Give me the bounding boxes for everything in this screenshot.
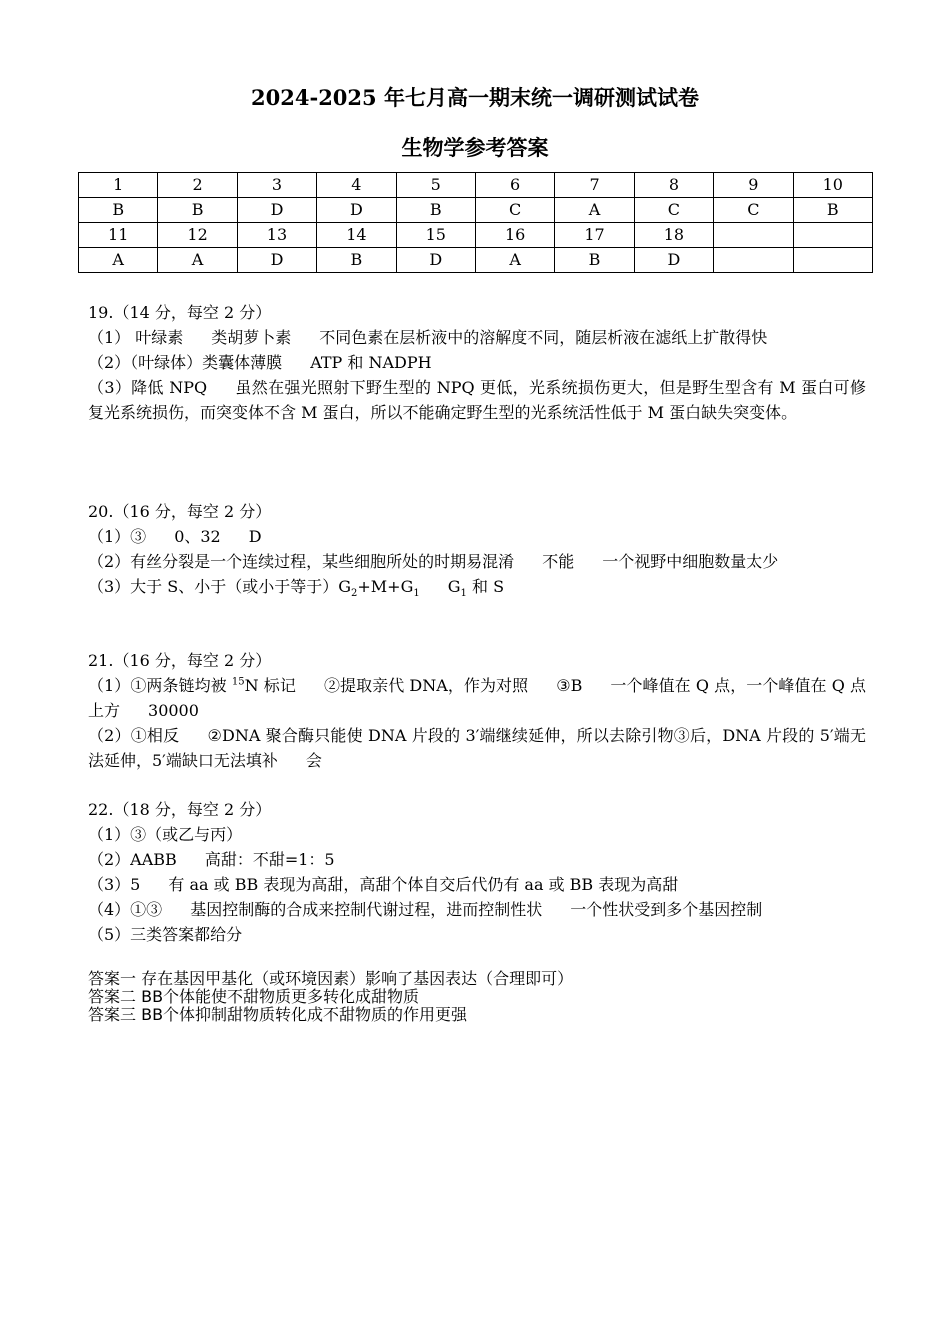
answer-line bbox=[88, 847, 866, 872]
answer-text: （3）5 bbox=[88, 875, 141, 894]
answer-text: 一个峰值在 Q 点，一个峰值在 Q 点上方 bbox=[88, 676, 866, 720]
question-head: 21.（16 分，每空 2 分） bbox=[88, 651, 272, 670]
answer-text: ③B bbox=[556, 676, 583, 695]
answer-text: 30000 bbox=[148, 701, 199, 720]
table-cell: 15 bbox=[396, 223, 475, 248]
table-row bbox=[79, 223, 873, 248]
answer-text: （1）①两条链均被 bbox=[88, 676, 232, 695]
table-cell: B bbox=[396, 198, 475, 223]
table-cell: 12 bbox=[158, 223, 237, 248]
answer-text: （3）降低 NPQ bbox=[88, 378, 208, 397]
table-cell: D bbox=[396, 248, 475, 273]
question-head: 19.（14 分，每空 2 分） bbox=[88, 303, 272, 322]
answer-line bbox=[88, 549, 866, 574]
table-cell bbox=[793, 248, 872, 273]
answer-text: 一个视野中细胞数量太少 bbox=[602, 552, 779, 571]
table-cell: D bbox=[317, 198, 396, 223]
table-cell bbox=[714, 248, 793, 273]
answer-line bbox=[88, 375, 866, 425]
answer-line bbox=[88, 325, 866, 350]
table-cell: 1 bbox=[79, 173, 158, 198]
alternative-answer-3: 答案三 BB个体抑制甜物质转化成不甜物质的作用更强 bbox=[88, 1005, 468, 1024]
answer-text: 一个性状受到多个基因控制 bbox=[570, 900, 763, 919]
answer-line bbox=[88, 673, 866, 723]
answer-text: 基因控制酶的合成来控制代谢过程，进而控制性状 bbox=[190, 900, 543, 919]
answer-text: （2）AABB bbox=[88, 850, 177, 869]
table-cell: D bbox=[237, 248, 316, 273]
table-cell: 3 bbox=[237, 173, 316, 198]
alternative-answer-2: 答案二 BB个体能使不甜物质更多转化成甜物质 bbox=[88, 987, 420, 1006]
subscript: 1 bbox=[460, 588, 467, 600]
superscript: 15 bbox=[231, 676, 245, 688]
answer-text: （3）大于 S、小于（或小于等于）G bbox=[88, 577, 352, 596]
table-cell: C bbox=[475, 198, 554, 223]
subscript: 1 bbox=[413, 588, 420, 600]
table-cell: 16 bbox=[475, 223, 554, 248]
table-cell: 6 bbox=[475, 173, 554, 198]
table-cell: 4 bbox=[317, 173, 396, 198]
table-cell: B bbox=[793, 198, 872, 223]
table-cell: A bbox=[475, 248, 554, 273]
table-cell: 9 bbox=[714, 173, 793, 198]
answer-text: 类胡萝卜素 bbox=[211, 328, 292, 347]
page-subtitle: 生物学参考答案 bbox=[401, 135, 549, 160]
answer-text: N 标记 bbox=[244, 676, 296, 695]
answer-line bbox=[88, 574, 866, 599]
question-21 bbox=[88, 648, 866, 773]
table-cell: 5 bbox=[396, 173, 475, 198]
question-22 bbox=[88, 797, 866, 947]
answer-text: 不能 bbox=[542, 552, 575, 571]
table-cell: D bbox=[634, 248, 713, 273]
answer-line bbox=[88, 897, 866, 922]
answer-text: （2）（叶绿体）类囊体薄膜 bbox=[88, 353, 283, 372]
table-cell: 11 bbox=[79, 223, 158, 248]
answer-text: 高甜：不甜=1：5 bbox=[204, 850, 335, 869]
table-cell: B bbox=[317, 248, 396, 273]
answer-text: （1）③ bbox=[88, 527, 147, 546]
answer-text: 虽然在强光照射下野生型的 NPQ 更低，光系统损伤更大，但是野生型含有 M 蛋白可修复光系统损伤，而突变体不含 M 蛋白，所以不能确定野生型的光系统活性低于 M 蛋白缺失突变体。 bbox=[88, 378, 866, 422]
answer-line bbox=[88, 723, 866, 773]
answer-text: 会 bbox=[305, 751, 322, 770]
table-cell bbox=[793, 223, 872, 248]
table-cell: 2 bbox=[158, 173, 237, 198]
answer-text: 0、32 bbox=[174, 527, 221, 546]
question-20 bbox=[88, 499, 866, 599]
answer-line: （1）③（或乙与丙） bbox=[88, 825, 243, 844]
answer-text: （2）有丝分裂是一个连续过程，某些细胞所处的时期易混淆 bbox=[88, 552, 515, 571]
table-cell: B bbox=[555, 248, 634, 273]
answer-line bbox=[88, 524, 866, 549]
table-row bbox=[79, 198, 873, 223]
table-cell: 8 bbox=[634, 173, 713, 198]
table-cell: 17 bbox=[555, 223, 634, 248]
table-cell: B bbox=[158, 198, 237, 223]
question-19 bbox=[88, 300, 866, 425]
table-cell bbox=[714, 223, 793, 248]
page-title: 2024-2025 年七月高一期末统一调研测试试卷 bbox=[251, 85, 699, 110]
table-cell: 13 bbox=[237, 223, 316, 248]
table-cell: A bbox=[555, 198, 634, 223]
answer-text: 有 aa 或 BB 表现为高甜，高甜个体自交后代仍有 aa 或 BB 表现为高甜 bbox=[168, 875, 679, 894]
table-cell: A bbox=[79, 248, 158, 273]
table-cell: 7 bbox=[555, 173, 634, 198]
answer-text: 和 S bbox=[466, 577, 505, 596]
answer-text: ②提取亲代 DNA，作为对照 bbox=[323, 676, 529, 695]
table-cell: C bbox=[634, 198, 713, 223]
answer-text: ATP 和 NADPH bbox=[310, 353, 432, 372]
answer-text: 不同色素在层析液中的溶解度不同，随层析液在滤纸上扩散得快 bbox=[319, 328, 768, 347]
table-row bbox=[79, 173, 873, 198]
question-head: 22.（18 分，每空 2 分） bbox=[88, 800, 272, 819]
table-cell: B bbox=[79, 198, 158, 223]
answer-line bbox=[88, 872, 866, 897]
answer-text: D bbox=[248, 527, 262, 546]
table-cell: 18 bbox=[634, 223, 713, 248]
alternative-answer-1: 答案一 存在基因甲基化（或环境因素）影响了基因表达（合理即可） bbox=[88, 969, 574, 988]
table-cell: 14 bbox=[317, 223, 396, 248]
answer-text: （4）①③ bbox=[88, 900, 163, 919]
answer-line bbox=[88, 350, 866, 375]
table-cell: C bbox=[714, 198, 793, 223]
answer-text: G bbox=[447, 577, 461, 596]
table-row bbox=[79, 248, 873, 273]
question-head: 20.（16 分，每空 2 分） bbox=[88, 502, 272, 521]
answer-text: （1） 叶绿素 bbox=[88, 328, 184, 347]
subscript: 2 bbox=[351, 588, 358, 600]
table-cell: 10 bbox=[793, 173, 872, 198]
answer-text: +M+G bbox=[357, 577, 414, 596]
answer-text: （2）①相反 bbox=[88, 726, 180, 745]
table-cell: A bbox=[158, 248, 237, 273]
answer-line: （5）三类答案都给分 bbox=[88, 925, 243, 944]
answer-table bbox=[78, 172, 873, 273]
alternative-answers bbox=[88, 970, 866, 1024]
table-cell: D bbox=[237, 198, 316, 223]
answer-text: ②DNA 聚合酶只能使 DNA 片段的 3′端继续延伸，所以去除引物③后，DNA 片段的 5′端无法延伸，5′端缺口无法填补 bbox=[88, 726, 866, 770]
